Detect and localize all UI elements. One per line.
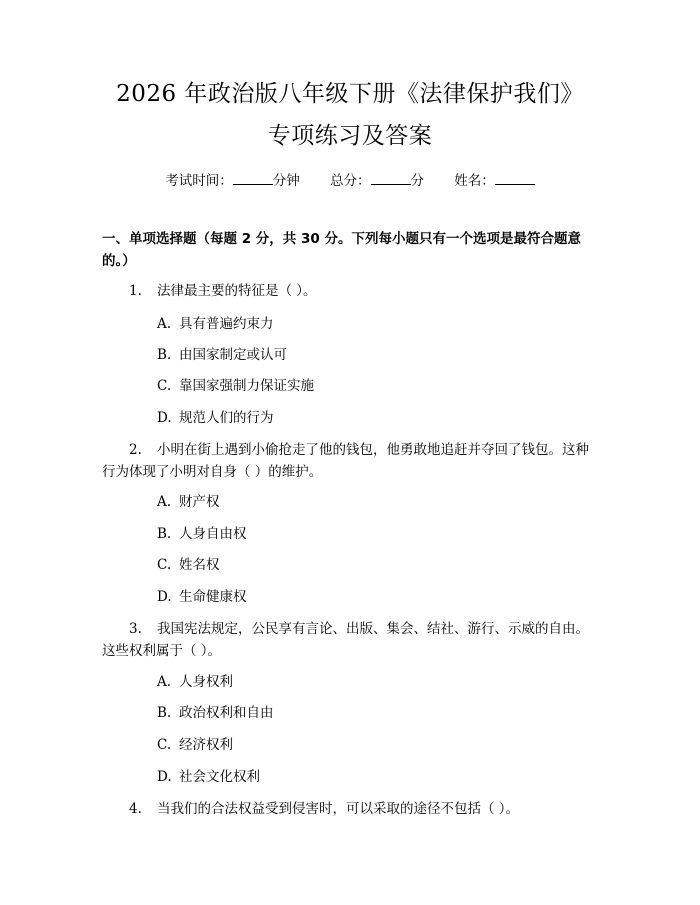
option-text: 规范人们的行为 (179, 410, 274, 426)
question-text: 法律最主要的特征是（ ）。 (157, 283, 317, 299)
time-unit: 分钟 (272, 173, 300, 189)
option-3d (157, 766, 597, 788)
student-name (454, 169, 535, 189)
score-label: 总分： (330, 173, 371, 189)
option-letter: A. (157, 316, 172, 332)
name-label: 姓名： (454, 173, 495, 189)
option-3c (157, 734, 597, 756)
option-1d (157, 407, 597, 429)
question-1 (102, 280, 602, 302)
option-letter: A. (157, 674, 172, 690)
score-unit: 分 (410, 173, 424, 189)
option-letter: B. (157, 347, 172, 363)
title-line-1: 2026 年政治版八年级下册《法律保护我们》 (116, 81, 584, 107)
option-2b (157, 523, 597, 545)
option-text: 社会文化权利 (179, 769, 260, 785)
question-text: 当我们的合法权益受到侵害时，可以采取的途径不包括（ ）。 (157, 801, 520, 817)
time-blank (233, 172, 273, 185)
option-1c (157, 375, 597, 397)
question-3 (102, 618, 602, 662)
option-1a (157, 313, 597, 335)
option-letter: D. (157, 410, 172, 426)
exam-meta (0, 169, 700, 189)
question-number: 2. (129, 442, 142, 458)
option-text: 由国家制定或认可 (179, 347, 287, 363)
option-letter: A. (157, 494, 172, 510)
question-number: 1. (129, 283, 142, 299)
option-letter: C. (157, 737, 172, 753)
score-blank (371, 172, 411, 185)
option-text: 生命健康权 (179, 589, 247, 605)
option-1b (157, 344, 597, 366)
option-letter: C. (157, 557, 172, 573)
question-text: 小明在街上遇到小偷抢走了他的钱包，他勇敢地追赶并夺回了钱包。这种行为体现了小明对自身（ ）的维护。 (102, 442, 589, 480)
option-letter: C. (157, 378, 172, 394)
option-letter: D. (157, 769, 172, 785)
total-score (330, 169, 424, 189)
page-title (0, 76, 700, 154)
exam-time (165, 169, 300, 189)
option-3a (157, 671, 597, 693)
question-2 (102, 439, 602, 483)
question-number: 4. (129, 801, 142, 817)
option-2a (157, 491, 597, 513)
option-text: 政治权利和自由 (179, 705, 274, 721)
option-3b (157, 702, 597, 724)
option-text: 靠国家强制力保证实施 (179, 378, 314, 394)
option-letter: B. (157, 705, 172, 721)
question-text: 我国宪法规定，公民享有言论、出版、集会、结社、游行、示威的自由。这些权利属于（ ）。 (102, 621, 589, 659)
option-2d (157, 586, 597, 608)
option-text: 财产权 (179, 494, 220, 510)
name-blank (495, 172, 535, 185)
option-letter: D. (157, 589, 172, 605)
option-text: 人身权利 (179, 674, 233, 690)
option-text: 具有普遍约束力 (179, 316, 274, 332)
option-text: 姓名权 (179, 557, 220, 573)
title-line-2: 专项练习及答案 (267, 123, 433, 149)
option-letter: B. (157, 526, 172, 542)
option-text: 人身自由权 (179, 526, 247, 542)
time-label: 考试时间： (165, 173, 233, 189)
question-number: 3. (129, 621, 142, 637)
question-4 (102, 798, 602, 820)
section-heading: 一、单项选择题（每题 2 分，共 30 分。下列每小题只有一个选项是最符合题意的。） (102, 231, 581, 269)
option-text: 经济权利 (179, 737, 233, 753)
option-2c (157, 554, 597, 576)
